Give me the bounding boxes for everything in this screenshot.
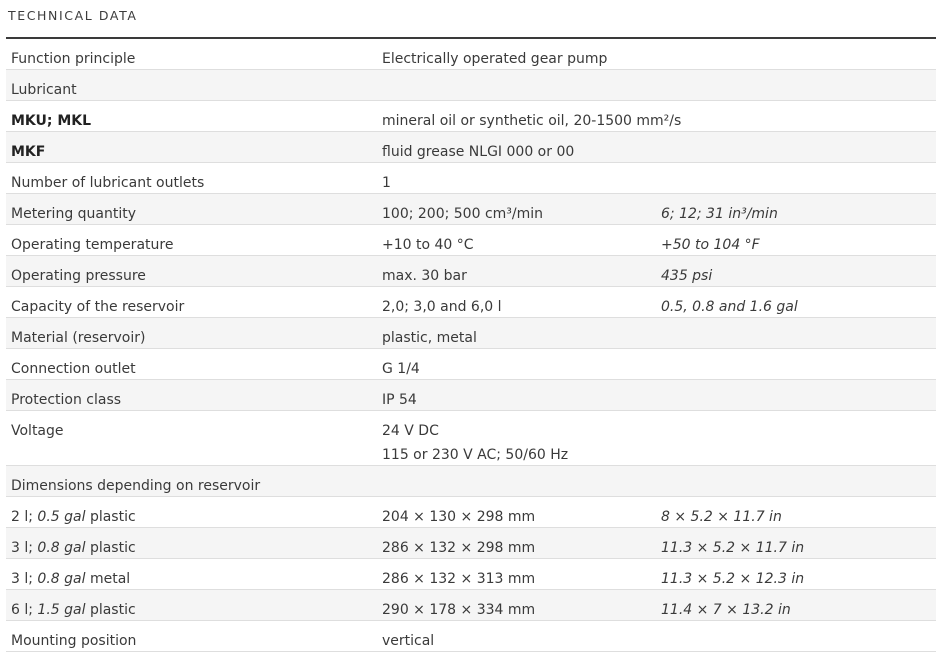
table-row xyxy=(6,256,936,287)
table-row xyxy=(6,380,936,411)
row-imperial-value: 8 × 5.2 × 11.7 in xyxy=(661,509,782,525)
row-label: Connection outlet xyxy=(11,361,136,377)
row-value: IP 54 xyxy=(382,392,417,408)
row-label xyxy=(11,505,136,529)
row-value-line: 24 V DC xyxy=(382,423,439,439)
row-value-line: 115 or 230 V AC; 50/60 Hz xyxy=(382,447,569,463)
label-part: plastic xyxy=(85,540,136,556)
label-part: metal xyxy=(85,571,131,587)
table-row xyxy=(6,621,936,652)
row-label: Number of lubricant outlets xyxy=(11,175,205,191)
label-part-italic: 0.8 gal xyxy=(37,571,86,587)
row-value: fluid grease NLGI 000 or 00 xyxy=(382,144,575,160)
row-value: 100; 200; 500 cm³/min xyxy=(382,206,544,222)
table-row xyxy=(6,349,936,380)
row-value: 286 × 132 × 313 mm xyxy=(382,571,536,587)
table-row xyxy=(6,497,936,528)
row-imperial-value: 11.3 × 5.2 × 12.3 in xyxy=(661,571,805,587)
row-imperial-value: 6; 12; 31 in³/min xyxy=(661,206,778,222)
row-value: 204 × 130 × 298 mm xyxy=(382,509,536,525)
row-label: Lubricant xyxy=(11,82,77,98)
row-label: Operating temperature xyxy=(11,237,174,253)
row-label: MKU; MKL xyxy=(11,113,92,129)
label-part: 3 l; xyxy=(11,571,38,587)
row-value: 286 × 132 × 298 mm xyxy=(382,540,536,556)
label-part-italic: 1.5 gal xyxy=(37,602,86,618)
row-value: mineral oil or synthetic oil, 20-1500 mm²/s xyxy=(382,113,682,129)
row-label xyxy=(11,567,130,591)
table-row xyxy=(6,466,936,497)
technical-data-table xyxy=(6,37,936,652)
row-value: max. 30 bar xyxy=(382,268,467,284)
row-value: plastic, metal xyxy=(382,330,477,346)
table-row xyxy=(6,590,936,621)
row-label: Capacity of the reservoir xyxy=(11,299,185,315)
table-row xyxy=(6,163,936,194)
row-label: Protection class xyxy=(11,392,122,408)
label-part: plastic xyxy=(85,602,136,618)
row-value: 1 xyxy=(382,175,391,191)
table-row xyxy=(6,411,936,466)
row-label: Metering quantity xyxy=(11,206,137,222)
row-label: Voltage xyxy=(11,423,64,439)
label-part: 3 l; xyxy=(11,540,38,556)
label-part-italic: 0.8 gal xyxy=(37,540,86,556)
row-value: 290 × 178 × 334 mm xyxy=(382,602,536,618)
table-row xyxy=(6,559,936,590)
row-label xyxy=(11,536,136,560)
row-value: G 1/4 xyxy=(382,361,420,377)
table-row xyxy=(6,101,936,132)
row-value: Electrically operated gear pump xyxy=(382,51,608,67)
row-imperial-value: +50 to 104 °F xyxy=(661,237,760,253)
row-imperial-value: 11.3 × 5.2 × 11.7 in xyxy=(661,540,805,556)
table-row xyxy=(6,528,936,559)
row-value: vertical xyxy=(382,633,435,649)
row-label: MKF xyxy=(11,144,46,160)
row-label: Dimensions depending on reservoir xyxy=(11,478,261,494)
table-row xyxy=(6,287,936,318)
table-row xyxy=(6,318,936,349)
row-label xyxy=(11,598,136,622)
label-part: 6 l; xyxy=(11,602,38,618)
row-value xyxy=(382,419,568,467)
label-part-italic: 0.5 gal xyxy=(37,509,86,525)
row-imperial-value: 0.5, 0.8 and 1.6 gal xyxy=(661,299,798,315)
row-label: Function principle xyxy=(11,51,136,67)
row-label: Material (reservoir) xyxy=(11,330,146,346)
table-row xyxy=(6,39,936,70)
row-imperial-value: 435 psi xyxy=(661,268,713,284)
table-row xyxy=(6,70,936,101)
row-value: +10 to 40 °C xyxy=(382,237,474,253)
section-title: TECHNICAL DATA xyxy=(8,8,138,23)
row-value: 2,0; 3,0 and 6,0 l xyxy=(382,299,502,315)
label-part: plastic xyxy=(85,509,136,525)
row-label: Mounting position xyxy=(11,633,137,649)
row-label: Operating pressure xyxy=(11,268,146,284)
table-row xyxy=(6,194,936,225)
table-row xyxy=(6,225,936,256)
row-imperial-value: 11.4 × 7 × 13.2 in xyxy=(661,602,791,618)
label-part: 2 l; xyxy=(11,509,38,525)
table-row xyxy=(6,132,936,163)
